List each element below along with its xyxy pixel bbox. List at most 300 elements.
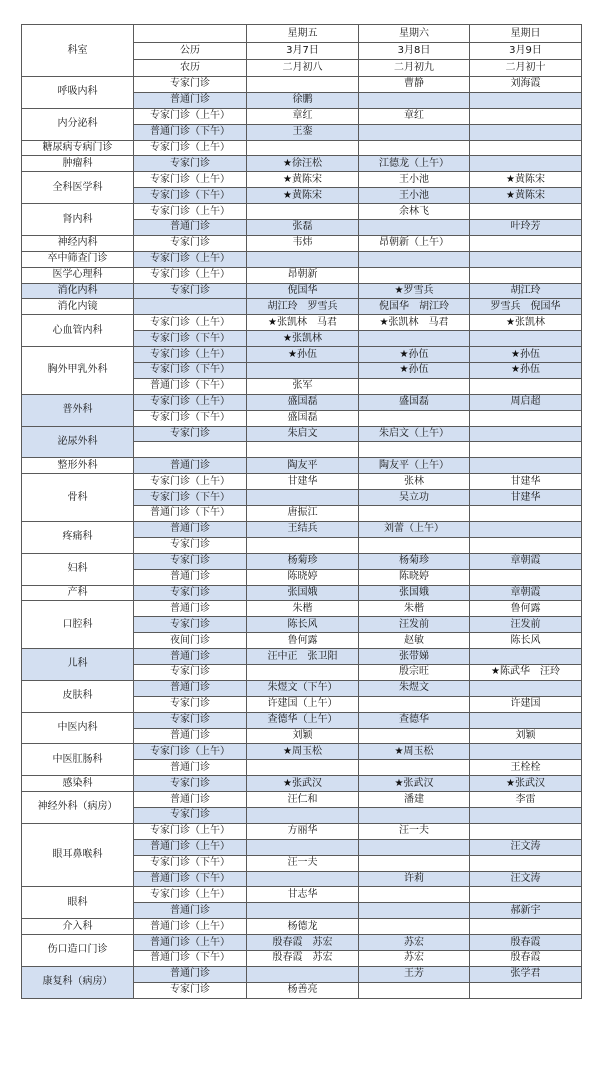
clinic-type: 普通门诊 [134, 792, 247, 808]
clinic-type: 普通门诊 [134, 728, 247, 744]
doctor-sat: 杨菊珍 [359, 553, 470, 569]
doctor-sat [359, 696, 470, 712]
schedule-body [22, 25, 582, 999]
doctor-sat: 苏宏 [359, 935, 470, 951]
doctor-sun: 陈长风 [470, 633, 582, 649]
clinic-type: 专家门诊 [134, 664, 247, 680]
schedule-row [22, 712, 582, 728]
department-name: 伤口造口门诊 [22, 935, 134, 967]
doctor-sun: ★张武汉 [470, 776, 582, 792]
schedule-row [22, 156, 582, 172]
department-name: 消化内镜 [22, 299, 134, 315]
doctor-sat: ★孙伍 [359, 363, 470, 379]
doctor-sat [359, 331, 470, 347]
doctor-sat: 苏宏 [359, 950, 470, 966]
doctor-sun: 汪文涛 [470, 839, 582, 855]
doctor-sun [470, 744, 582, 760]
doctor-sun [470, 156, 582, 172]
doctor-sun [470, 521, 582, 537]
doctor-sun [470, 108, 582, 124]
doctor-sun: ★黄陈宋 [470, 172, 582, 188]
doctor-fri: 殷春霞 苏宏 [247, 935, 359, 951]
doctor-sat: 潘建 [359, 792, 470, 808]
lunar-sat: 二月初九 [359, 60, 470, 77]
clinic-type: 专家门诊 [134, 712, 247, 728]
department-name: 心血管内科 [22, 315, 134, 347]
doctor-fri: 杨菊珍 [247, 553, 359, 569]
department-name: 糖尿病专病门诊 [22, 140, 134, 156]
doctor-sat [359, 124, 470, 140]
department-name: 卒中筛查门诊 [22, 251, 134, 267]
doctor-sun [470, 331, 582, 347]
doctor-sat [359, 506, 470, 522]
doctor-sun: 李雷 [470, 792, 582, 808]
department-name: 眼科 [22, 887, 134, 919]
doctor-sat: ★孙伍 [359, 347, 470, 363]
department-name: 整形外科 [22, 458, 134, 474]
schedule-row [22, 140, 582, 156]
doctor-sun [470, 649, 582, 665]
clinic-type: 专家门诊（上午） [134, 251, 247, 267]
doctor-fri: 盛国磊 [247, 410, 359, 426]
doctor-sun [470, 124, 582, 140]
department-name: 骨科 [22, 474, 134, 522]
doctor-sat: 倪国华 胡江玲 [359, 299, 470, 315]
schedule-row [22, 251, 582, 267]
department-name: 眼耳鼻喉科 [22, 823, 134, 887]
doctor-sun [470, 267, 582, 283]
doctor-sat: 殷宗旺 [359, 664, 470, 680]
date-sat: 3月8日 [359, 43, 470, 60]
schedule-row [22, 585, 582, 601]
weekday-fri: 星期五 [247, 25, 359, 43]
doctor-sun: 汪文涛 [470, 871, 582, 887]
clinic-type: 普通门诊 [134, 601, 247, 617]
doctor-sat [359, 410, 470, 426]
gongli-label: 公历 [134, 43, 247, 60]
clinic-type: 专家门诊 [134, 553, 247, 569]
department-name: 肿瘤科 [22, 156, 134, 172]
clinic-type: 普通门诊 [134, 92, 247, 108]
schedule-row [22, 823, 582, 839]
schedule-row [22, 394, 582, 410]
doctor-sat: 许莉 [359, 871, 470, 887]
schedule-row [22, 77, 582, 93]
doctor-fri [247, 664, 359, 680]
doctor-fri: 章红 [247, 108, 359, 124]
doctor-sat: 张带娣 [359, 649, 470, 665]
doctor-sun [470, 855, 582, 871]
doctor-sun [470, 426, 582, 442]
doctor-sat: ★张武汉 [359, 776, 470, 792]
doctor-fri: 汪中正 张卫阳 [247, 649, 359, 665]
department-name: 康复科（病房） [22, 966, 134, 998]
clinic-type: 专家门诊（上午） [134, 172, 247, 188]
doctor-sat: 朱煜文 [359, 680, 470, 696]
doctor-sun [470, 569, 582, 585]
clinic-type: 专家门诊（上午） [134, 887, 247, 903]
header-row-weekday [22, 25, 582, 43]
clinic-type: 专家门诊（上午） [134, 394, 247, 410]
department-name: 神经内科 [22, 235, 134, 251]
doctor-fri: 王结兵 [247, 521, 359, 537]
doctor-fri: 张磊 [247, 220, 359, 236]
schedule-row [22, 267, 582, 283]
clinic-type: 普通门诊 [134, 966, 247, 982]
doctor-fri: 朱煜文（下午） [247, 680, 359, 696]
schedule-row [22, 108, 582, 124]
doctor-sun: 章朝霞 [470, 553, 582, 569]
doctor-sun: ★孙伍 [470, 347, 582, 363]
doctor-fri: 甘志华 [247, 887, 359, 903]
clinic-type: 夜间门诊 [134, 633, 247, 649]
schedule-row [22, 521, 582, 537]
doctor-sat [359, 728, 470, 744]
doctor-fri: 昂朝新 [247, 267, 359, 283]
doctor-sun: 王栓栓 [470, 760, 582, 776]
clinic-type: 专家门诊（上午） [134, 744, 247, 760]
doctor-fri: 殷春霞 苏宏 [247, 950, 359, 966]
doctor-fri [247, 903, 359, 919]
doctor-sat: 曹静 [359, 77, 470, 93]
clinic-type: 专家门诊（下午） [134, 410, 247, 426]
doctor-fri [247, 871, 359, 887]
clinic-type: 专家门诊（下午） [134, 363, 247, 379]
doctor-fri [247, 140, 359, 156]
doctor-sat [359, 760, 470, 776]
department-name: 胸外甲乳外科 [22, 347, 134, 395]
doctor-sun [470, 378, 582, 394]
schedule-row [22, 744, 582, 760]
doctor-fri: 陈长风 [247, 617, 359, 633]
doctor-fri [247, 363, 359, 379]
doctor-sun: 郝新宇 [470, 903, 582, 919]
clinic-type [134, 442, 247, 458]
clinic-type: 普通门诊 [134, 458, 247, 474]
clinic-type: 专家门诊 [134, 696, 247, 712]
doctor-fri: ★黄陈宋 [247, 172, 359, 188]
doctor-sat: 江德龙（上午） [359, 156, 470, 172]
clinic-type: 专家门诊 [134, 776, 247, 792]
doctor-fri: 查德华（上午） [247, 712, 359, 728]
doctor-fri [247, 77, 359, 93]
doctor-sun: ★张凯林 [470, 315, 582, 331]
doctor-fri: 胡江玲 罗雪兵 [247, 299, 359, 315]
clinic-type: 专家门诊（上午） [134, 474, 247, 490]
schedule-row [22, 172, 582, 188]
doctor-sat: 盛国磊 [359, 394, 470, 410]
schedule-row [22, 315, 582, 331]
doctor-fri: 朱启文 [247, 426, 359, 442]
doctor-sat [359, 251, 470, 267]
department-name: 感染科 [22, 776, 134, 792]
clinic-type: 普通门诊 [134, 220, 247, 236]
doctor-fri: 陈晓婷 [247, 569, 359, 585]
schedule-row [22, 458, 582, 474]
doctor-fri: 鲁何露 [247, 633, 359, 649]
doctor-sun: 刘海霞 [470, 77, 582, 93]
department-name: 全科医学科 [22, 172, 134, 204]
schedule-row [22, 299, 582, 315]
doctor-fri: ★徐汪松 [247, 156, 359, 172]
doctor-sun [470, 712, 582, 728]
doctor-sat [359, 267, 470, 283]
schedule-row [22, 426, 582, 442]
doctor-sun [470, 807, 582, 823]
doctor-sat [359, 537, 470, 553]
clinic-type [134, 299, 247, 315]
clinic-type: 专家门诊（上午） [134, 315, 247, 331]
clinic-type: 普通门诊（上午） [134, 839, 247, 855]
doctor-fri [247, 442, 359, 458]
department-name: 疼痛科 [22, 521, 134, 553]
doctor-fri: 张国娥 [247, 585, 359, 601]
doctor-sat: 朱启文（上午） [359, 426, 470, 442]
clinic-type: 普通门诊（下午） [134, 506, 247, 522]
clinic-type: 普通门诊 [134, 680, 247, 696]
department-name: 儿科 [22, 649, 134, 681]
doctor-sat: 赵敏 [359, 633, 470, 649]
department-name: 泌尿外科 [22, 426, 134, 458]
department-name: 呼吸内科 [22, 77, 134, 109]
doctor-sat [359, 140, 470, 156]
schedule-row [22, 919, 582, 935]
doctor-fri: 唐振江 [247, 506, 359, 522]
doctor-sun: ★黄陈宋 [470, 188, 582, 204]
doctor-sat [359, 378, 470, 394]
doctor-sat: ★张凯林 马君 [359, 315, 470, 331]
doctor-sat: 汪一夫 [359, 823, 470, 839]
doctor-sun: 甘建华 [470, 490, 582, 506]
lunar-fri: 二月初八 [247, 60, 359, 77]
department-name: 内分泌科 [22, 108, 134, 140]
doctor-sun [470, 537, 582, 553]
clinic-type: 普通门诊 [134, 521, 247, 537]
clinic-type: 专家门诊 [134, 807, 247, 823]
schedule-row [22, 935, 582, 951]
schedule-row [22, 553, 582, 569]
doctor-sun [470, 140, 582, 156]
nongli-label: 农历 [134, 60, 247, 77]
doctor-sun [470, 982, 582, 998]
doctor-sat: ★周玉松 [359, 744, 470, 760]
clinic-type: 专家门诊 [134, 617, 247, 633]
schedule-row [22, 601, 582, 617]
doctor-fri: 陶友平 [247, 458, 359, 474]
doctor-sat: 吴立功 [359, 490, 470, 506]
schedule-row [22, 887, 582, 903]
department-name: 消化内科 [22, 283, 134, 299]
doctor-sat: 朱楷 [359, 601, 470, 617]
doctor-sun: ★孙伍 [470, 363, 582, 379]
clinic-type: 专家门诊（下午） [134, 188, 247, 204]
schedule-row [22, 283, 582, 299]
doctor-fri: 张军 [247, 378, 359, 394]
doctor-sun: 章朝霞 [470, 585, 582, 601]
doctor-fri: 倪国华 [247, 283, 359, 299]
clinic-schedule-table [21, 24, 582, 999]
doctor-fri [247, 966, 359, 982]
clinic-type: 专家门诊（下午） [134, 331, 247, 347]
doctor-sat: 刘蕾（上午） [359, 521, 470, 537]
doctor-sun: 甘建华 [470, 474, 582, 490]
schedule-row [22, 792, 582, 808]
doctor-sun [470, 251, 582, 267]
clinic-type: 专家门诊 [134, 982, 247, 998]
doctor-fri: 盛国磊 [247, 394, 359, 410]
clinic-type: 普通门诊（下午） [134, 871, 247, 887]
doctor-sun [470, 458, 582, 474]
doctor-fri: 杨德龙 [247, 919, 359, 935]
doctor-fri: 方丽华 [247, 823, 359, 839]
doctor-sat [359, 855, 470, 871]
doctor-sat: 查德华 [359, 712, 470, 728]
doctor-fri: ★周玉松 [247, 744, 359, 760]
doctor-fri: 许建国（上午） [247, 696, 359, 712]
department-name: 神经外科（病房） [22, 792, 134, 824]
doctor-sun: 鲁何露 [470, 601, 582, 617]
clinic-type: 专家门诊 [134, 585, 247, 601]
doctor-fri [247, 204, 359, 220]
doctor-sat [359, 919, 470, 935]
doctor-sat: 陈晓婷 [359, 569, 470, 585]
department-name: 肾内科 [22, 204, 134, 236]
header-cell [134, 25, 247, 43]
department-name: 妇科 [22, 553, 134, 585]
dept-header: 科室 [22, 25, 134, 77]
department-name: 普外科 [22, 394, 134, 426]
clinic-type: 专家门诊（下午） [134, 490, 247, 506]
doctor-sat: 章红 [359, 108, 470, 124]
doctor-sun [470, 204, 582, 220]
clinic-type: 专家门诊 [134, 235, 247, 251]
doctor-sun: 汪发前 [470, 617, 582, 633]
doctor-fri [247, 807, 359, 823]
doctor-sun: 叶玲芳 [470, 220, 582, 236]
schedule-row [22, 204, 582, 220]
doctor-sat: 王芳 [359, 966, 470, 982]
doctor-fri: 汪一夫 [247, 855, 359, 871]
doctor-fri: 汪仁和 [247, 792, 359, 808]
doctor-fri: ★黄陈宋 [247, 188, 359, 204]
doctor-sat [359, 839, 470, 855]
doctor-sat [359, 92, 470, 108]
doctor-sat [359, 887, 470, 903]
doctor-sun: ★陈武华 汪玲 [470, 664, 582, 680]
weekday-sat: 星期六 [359, 25, 470, 43]
clinic-type: 专家门诊 [134, 426, 247, 442]
doctor-sun: 胡江玲 [470, 283, 582, 299]
doctor-fri: 韦炜 [247, 235, 359, 251]
clinic-type: 普通门诊 [134, 903, 247, 919]
weekday-sun: 星期日 [470, 25, 582, 43]
clinic-type: 专家门诊 [134, 77, 247, 93]
doctor-sun [470, 680, 582, 696]
doctor-fri: 朱楷 [247, 601, 359, 617]
department-name: 口腔科 [22, 601, 134, 649]
doctor-sun [470, 506, 582, 522]
doctor-sun [470, 919, 582, 935]
doctor-sat: 王小池 [359, 172, 470, 188]
doctor-sat: 余林飞 [359, 204, 470, 220]
clinic-type: 专家门诊 [134, 156, 247, 172]
doctor-sat: 昂朝新（上午） [359, 235, 470, 251]
doctor-fri [247, 760, 359, 776]
schedule-row [22, 474, 582, 490]
clinic-type: 普通门诊 [134, 760, 247, 776]
doctor-fri: ★张武汉 [247, 776, 359, 792]
schedule-row [22, 235, 582, 251]
doctor-fri: 王銮 [247, 124, 359, 140]
clinic-type: 普通门诊 [134, 569, 247, 585]
doctor-fri: ★张凯林 马君 [247, 315, 359, 331]
doctor-sat: ★罗雪兵 [359, 283, 470, 299]
doctor-fri [247, 537, 359, 553]
doctor-sat: 陶友平（上午） [359, 458, 470, 474]
schedule-row [22, 649, 582, 665]
doctor-sun [470, 887, 582, 903]
schedule-row [22, 776, 582, 792]
doctor-fri: 杨善亮 [247, 982, 359, 998]
clinic-type: 专家门诊（上午） [134, 347, 247, 363]
schedule-row [22, 966, 582, 982]
schedule-row [22, 347, 582, 363]
doctor-sun: 周启超 [470, 394, 582, 410]
clinic-type: 普通门诊（上午） [134, 919, 247, 935]
doctor-fri: 甘建华 [247, 474, 359, 490]
clinic-type: 专家门诊（上午） [134, 140, 247, 156]
doctor-sat [359, 807, 470, 823]
department-name: 产科 [22, 585, 134, 601]
doctor-sun: 张学君 [470, 966, 582, 982]
doctor-sat: 王小池 [359, 188, 470, 204]
date-sun: 3月9日 [470, 43, 582, 60]
doctor-sun [470, 235, 582, 251]
clinic-type: 专家门诊（上午） [134, 823, 247, 839]
doctor-fri: 徐鹏 [247, 92, 359, 108]
doctor-sat: 张林 [359, 474, 470, 490]
clinic-type: 普通门诊（下午） [134, 950, 247, 966]
clinic-type: 专家门诊（下午） [134, 855, 247, 871]
doctor-sat [359, 903, 470, 919]
clinic-type: 普通门诊 [134, 649, 247, 665]
date-fri: 3月7日 [247, 43, 359, 60]
doctor-sat: 汪发前 [359, 617, 470, 633]
doctor-fri: 刘颖 [247, 728, 359, 744]
doctor-sat [359, 220, 470, 236]
doctor-sun [470, 823, 582, 839]
doctor-fri [247, 490, 359, 506]
doctor-sun: 殷春霞 [470, 935, 582, 951]
clinic-type: 专家门诊 [134, 537, 247, 553]
doctor-sun: 许建国 [470, 696, 582, 712]
clinic-type: 普通门诊（上午） [134, 935, 247, 951]
clinic-type: 专家门诊（上午） [134, 108, 247, 124]
doctor-sun: 刘颖 [470, 728, 582, 744]
department-name: 中医内科 [22, 712, 134, 744]
doctor-fri: ★孙伍 [247, 347, 359, 363]
lunar-sun: 二月初十 [470, 60, 582, 77]
schedule-row [22, 680, 582, 696]
doctor-sun [470, 442, 582, 458]
doctor-fri: ★张凯林 [247, 331, 359, 347]
doctor-sat: 张国娥 [359, 585, 470, 601]
doctor-fri [247, 251, 359, 267]
doctor-sat [359, 442, 470, 458]
doctor-sun: 罗雪兵 倪国华 [470, 299, 582, 315]
clinic-type: 普通门诊（下午） [134, 378, 247, 394]
department-name: 中医肛肠科 [22, 744, 134, 776]
